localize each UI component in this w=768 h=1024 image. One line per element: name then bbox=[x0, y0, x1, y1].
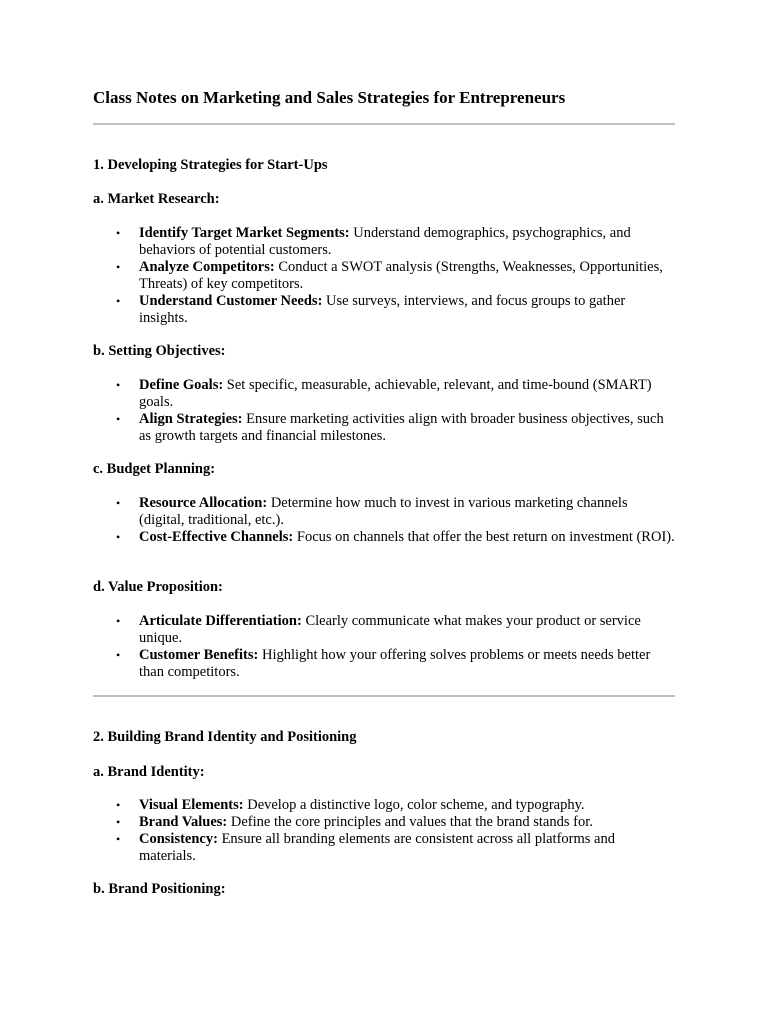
item-text: Clearly communicate what makes your product or service unique. bbox=[139, 613, 641, 646]
bullet-icon: • bbox=[116, 614, 121, 628]
item-term: Cost-Effective Channels: bbox=[139, 529, 294, 545]
item-text: Determine how much to invest in various marketing channels (digital, traditional, etc.). bbox=[139, 495, 628, 528]
bullet-icon: • bbox=[116, 412, 121, 426]
bullet-icon: • bbox=[116, 648, 121, 662]
subsection-heading-brand-identity: a. Brand Identity: bbox=[93, 764, 205, 780]
item-text: Focus on channels that offer the best return on investment (ROI). bbox=[293, 529, 675, 545]
bullet-icon: • bbox=[116, 226, 121, 240]
bullet-icon: • bbox=[116, 260, 121, 274]
list-brand-identity bbox=[93, 797, 675, 865]
item-term: Resource Allocation: bbox=[139, 495, 268, 511]
list-item bbox=[93, 529, 675, 546]
subsection-heading-market-research: a. Market Research: bbox=[93, 191, 220, 207]
list-item bbox=[93, 377, 675, 411]
subsection-heading-value-proposition: d. Value Proposition: bbox=[93, 579, 223, 595]
item-text: Define the core principles and values that the brand stands for. bbox=[227, 814, 593, 830]
list-item bbox=[93, 797, 675, 814]
item-term: Visual Elements: bbox=[139, 797, 244, 813]
divider-section bbox=[93, 695, 675, 697]
bullet-icon: • bbox=[116, 496, 121, 510]
list-item bbox=[93, 225, 675, 259]
bullet-icon: • bbox=[116, 530, 121, 544]
item-term: Customer Benefits: bbox=[139, 647, 259, 663]
subsection-heading-budget-planning: c. Budget Planning: bbox=[93, 461, 216, 477]
list-setting-objectives bbox=[93, 377, 675, 445]
item-term: Define Goals: bbox=[139, 377, 224, 393]
item-text: Conduct a SWOT analysis (Strengths, Weaknesses, Opportunities, Threats) of key competitors. bbox=[139, 259, 663, 292]
bullet-icon: • bbox=[116, 832, 121, 846]
bullet-icon: • bbox=[116, 378, 121, 392]
list-budget-planning bbox=[93, 495, 675, 546]
item-text: Set specific, measurable, achievable, relevant, and time-bound (SMART) goals. bbox=[139, 377, 652, 410]
item-term: Consistency: bbox=[139, 831, 218, 847]
list-item bbox=[93, 647, 675, 681]
item-text: Ensure marketing activities align with broader business objectives, such as growth targets and financial milestones. bbox=[139, 411, 664, 444]
item-term: Articulate Differentiation: bbox=[139, 613, 302, 629]
list-item bbox=[93, 831, 675, 865]
section-heading-2: 2. Building Brand Identity and Positioning bbox=[93, 729, 357, 745]
document-title: Class Notes on Marketing and Sales Strategies for Entrepreneurs bbox=[93, 88, 566, 107]
bullet-icon: • bbox=[116, 294, 121, 308]
item-term: Identify Target Market Segments: bbox=[139, 225, 350, 241]
section-heading-1: 1. Developing Strategies for Start-Ups bbox=[93, 157, 328, 173]
item-text: Develop a distinctive logo, color scheme, and typography. bbox=[243, 797, 585, 813]
list-item bbox=[93, 495, 675, 529]
subsection-heading-setting-objectives: b. Setting Objectives: bbox=[93, 343, 226, 359]
item-term: Understand Customer Needs: bbox=[139, 293, 323, 309]
bullet-icon: • bbox=[116, 798, 121, 812]
item-text: Highlight how your offering solves problems or meets needs better than competitors. bbox=[139, 647, 651, 680]
list-market-research bbox=[93, 225, 675, 327]
list-item bbox=[93, 293, 675, 327]
list-value-proposition bbox=[93, 613, 675, 681]
subsection-heading-brand-positioning: b. Brand Positioning: bbox=[93, 881, 226, 897]
item-term: Align Strategies: bbox=[139, 411, 243, 427]
item-term: Analyze Competitors: bbox=[139, 259, 275, 275]
list-item bbox=[93, 814, 675, 831]
item-text: Use surveys, interviews, and focus groups to gather insights. bbox=[139, 293, 626, 326]
list-item bbox=[93, 613, 675, 647]
item-text: Ensure all branding elements are consistent across all platforms and materials. bbox=[139, 831, 615, 864]
item-text: Understand demographics, psychographics, and behaviors of potential customers. bbox=[139, 225, 631, 258]
item-term: Brand Values: bbox=[139, 814, 228, 830]
bullet-icon: • bbox=[116, 815, 121, 829]
divider-top bbox=[93, 123, 675, 125]
list-item bbox=[93, 259, 675, 293]
list-item bbox=[93, 411, 675, 445]
